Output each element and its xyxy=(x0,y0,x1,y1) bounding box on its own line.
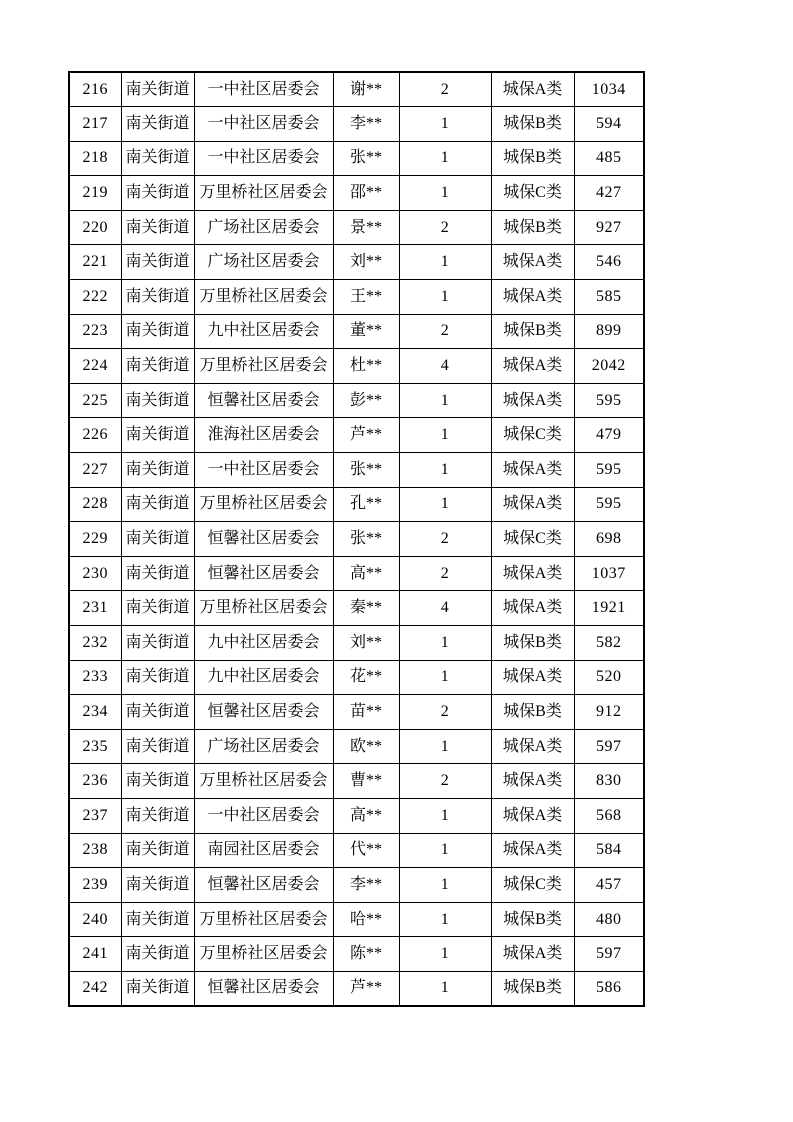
cell-community: 恒馨社区居委会 xyxy=(194,522,333,557)
cell-name: 代** xyxy=(333,833,399,868)
cell-name: 邵** xyxy=(333,176,399,211)
cell-index: 221 xyxy=(69,245,121,280)
cell-community: 一中社区居委会 xyxy=(194,798,333,833)
cell-street: 南关街道 xyxy=(121,626,194,661)
cell-name: 张** xyxy=(333,453,399,488)
cell-amount: 597 xyxy=(574,937,644,972)
cell-index: 238 xyxy=(69,833,121,868)
cell-street: 南关街道 xyxy=(121,868,194,903)
cell-amount: 585 xyxy=(574,280,644,315)
cell-street: 南关街道 xyxy=(121,280,194,315)
cell-community: 广场社区居委会 xyxy=(194,729,333,764)
cell-amount: 912 xyxy=(574,695,644,730)
table-row xyxy=(69,833,644,868)
cell-street: 南关街道 xyxy=(121,314,194,349)
cell-name: 花** xyxy=(333,660,399,695)
cell-amount: 899 xyxy=(574,314,644,349)
cell-street: 南关街道 xyxy=(121,418,194,453)
cell-amount: 927 xyxy=(574,210,644,245)
cell-community: 万里桥社区居委会 xyxy=(194,937,333,972)
cell-count: 1 xyxy=(399,107,491,142)
cell-count: 1 xyxy=(399,868,491,903)
cell-count: 1 xyxy=(399,245,491,280)
cell-category: 城保A类 xyxy=(491,798,574,833)
cell-street: 南关街道 xyxy=(121,107,194,142)
table-row xyxy=(69,210,644,245)
cell-index: 224 xyxy=(69,349,121,384)
cell-community: 九中社区居委会 xyxy=(194,660,333,695)
cell-street: 南关街道 xyxy=(121,176,194,211)
cell-category: 城保A类 xyxy=(491,591,574,626)
cell-index: 239 xyxy=(69,868,121,903)
cell-count: 2 xyxy=(399,522,491,557)
cell-count: 1 xyxy=(399,626,491,661)
cell-street: 南关街道 xyxy=(121,487,194,522)
table-row xyxy=(69,383,644,418)
cell-count: 2 xyxy=(399,210,491,245)
cell-index: 220 xyxy=(69,210,121,245)
cell-community: 南园社区居委会 xyxy=(194,833,333,868)
cell-amount: 1921 xyxy=(574,591,644,626)
table-row xyxy=(69,764,644,799)
cell-community: 万里桥社区居委会 xyxy=(194,764,333,799)
cell-amount: 1034 xyxy=(574,72,644,107)
cell-amount: 568 xyxy=(574,798,644,833)
cell-category: 城保B类 xyxy=(491,107,574,142)
cell-street: 南关街道 xyxy=(121,556,194,591)
cell-amount: 830 xyxy=(574,764,644,799)
cell-category: 城保A类 xyxy=(491,937,574,972)
cell-count: 1 xyxy=(399,418,491,453)
cell-index: 225 xyxy=(69,383,121,418)
cell-community: 恒馨社区居委会 xyxy=(194,556,333,591)
cell-category: 城保A类 xyxy=(491,383,574,418)
cell-index: 216 xyxy=(69,72,121,107)
cell-category: 城保A类 xyxy=(491,764,574,799)
cell-amount: 595 xyxy=(574,383,644,418)
cell-name: 高** xyxy=(333,798,399,833)
cell-index: 234 xyxy=(69,695,121,730)
cell-amount: 480 xyxy=(574,902,644,937)
table-row xyxy=(69,141,644,176)
cell-community: 恒馨社区居委会 xyxy=(194,695,333,730)
cell-count: 4 xyxy=(399,349,491,384)
cell-category: 城保A类 xyxy=(491,487,574,522)
cell-index: 223 xyxy=(69,314,121,349)
table-row xyxy=(69,314,644,349)
cell-count: 1 xyxy=(399,660,491,695)
cell-count: 4 xyxy=(399,591,491,626)
cell-count: 2 xyxy=(399,72,491,107)
cell-street: 南关街道 xyxy=(121,141,194,176)
cell-street: 南关街道 xyxy=(121,453,194,488)
cell-community: 恒馨社区居委会 xyxy=(194,868,333,903)
cell-index: 222 xyxy=(69,280,121,315)
cell-community: 广场社区居委会 xyxy=(194,210,333,245)
table-row xyxy=(69,176,644,211)
cell-street: 南关街道 xyxy=(121,902,194,937)
cell-name: 秦** xyxy=(333,591,399,626)
cell-street: 南关街道 xyxy=(121,971,194,1006)
table-row xyxy=(69,556,644,591)
cell-community: 一中社区居委会 xyxy=(194,141,333,176)
cell-name: 孔** xyxy=(333,487,399,522)
cell-index: 237 xyxy=(69,798,121,833)
table-row xyxy=(69,902,644,937)
cell-amount: 2042 xyxy=(574,349,644,384)
cell-count: 2 xyxy=(399,695,491,730)
cell-name: 哈** xyxy=(333,902,399,937)
cell-count: 1 xyxy=(399,280,491,315)
table-row xyxy=(69,868,644,903)
cell-amount: 698 xyxy=(574,522,644,557)
cell-category: 城保B类 xyxy=(491,971,574,1006)
cell-name: 王** xyxy=(333,280,399,315)
cell-category: 城保A类 xyxy=(491,729,574,764)
cell-category: 城保A类 xyxy=(491,72,574,107)
table-row xyxy=(69,107,644,142)
cell-category: 城保A类 xyxy=(491,660,574,695)
cell-count: 1 xyxy=(399,902,491,937)
table-row xyxy=(69,453,644,488)
cell-community: 一中社区居委会 xyxy=(194,453,333,488)
table-row xyxy=(69,591,644,626)
cell-amount: 582 xyxy=(574,626,644,661)
cell-count: 1 xyxy=(399,453,491,488)
cell-street: 南关街道 xyxy=(121,729,194,764)
cell-community: 万里桥社区居委会 xyxy=(194,487,333,522)
cell-category: 城保B类 xyxy=(491,626,574,661)
cell-name: 芦** xyxy=(333,418,399,453)
cell-name: 谢** xyxy=(333,72,399,107)
cell-category: 城保C类 xyxy=(491,868,574,903)
cell-count: 1 xyxy=(399,176,491,211)
cell-category: 城保A类 xyxy=(491,245,574,280)
cell-community: 万里桥社区居委会 xyxy=(194,591,333,626)
cell-category: 城保A类 xyxy=(491,453,574,488)
cell-street: 南关街道 xyxy=(121,72,194,107)
cell-index: 242 xyxy=(69,971,121,1006)
table-row xyxy=(69,729,644,764)
cell-amount: 427 xyxy=(574,176,644,211)
cell-amount: 479 xyxy=(574,418,644,453)
cell-count: 1 xyxy=(399,141,491,176)
cell-category: 城保C类 xyxy=(491,522,574,557)
cell-amount: 485 xyxy=(574,141,644,176)
cell-category: 城保A类 xyxy=(491,349,574,384)
table-row xyxy=(69,522,644,557)
cell-category: 城保A类 xyxy=(491,280,574,315)
cell-count: 1 xyxy=(399,729,491,764)
cell-index: 231 xyxy=(69,591,121,626)
cell-index: 227 xyxy=(69,453,121,488)
cell-community: 万里桥社区居委会 xyxy=(194,280,333,315)
cell-street: 南关街道 xyxy=(121,245,194,280)
cell-street: 南关街道 xyxy=(121,349,194,384)
cell-community: 一中社区居委会 xyxy=(194,72,333,107)
cell-community: 万里桥社区居委会 xyxy=(194,349,333,384)
cell-category: 城保B类 xyxy=(491,314,574,349)
cell-count: 1 xyxy=(399,383,491,418)
cell-street: 南关街道 xyxy=(121,798,194,833)
table-row xyxy=(69,971,644,1006)
cell-index: 233 xyxy=(69,660,121,695)
cell-name: 苗** xyxy=(333,695,399,730)
cell-name: 张** xyxy=(333,522,399,557)
roster-table xyxy=(68,71,645,1007)
cell-amount: 594 xyxy=(574,107,644,142)
table-row xyxy=(69,798,644,833)
cell-amount: 457 xyxy=(574,868,644,903)
cell-name: 李** xyxy=(333,868,399,903)
cell-count: 2 xyxy=(399,556,491,591)
cell-name: 欧** xyxy=(333,729,399,764)
cell-amount: 586 xyxy=(574,971,644,1006)
cell-index: 240 xyxy=(69,902,121,937)
cell-category: 城保A类 xyxy=(491,833,574,868)
cell-community: 万里桥社区居委会 xyxy=(194,902,333,937)
cell-street: 南关街道 xyxy=(121,210,194,245)
cell-category: 城保B类 xyxy=(491,695,574,730)
cell-index: 228 xyxy=(69,487,121,522)
cell-count: 2 xyxy=(399,314,491,349)
cell-community: 恒馨社区居委会 xyxy=(194,383,333,418)
table-row xyxy=(69,349,644,384)
cell-street: 南关街道 xyxy=(121,764,194,799)
cell-community: 万里桥社区居委会 xyxy=(194,176,333,211)
table-row xyxy=(69,695,644,730)
table-row xyxy=(69,72,644,107)
cell-count: 1 xyxy=(399,937,491,972)
cell-index: 235 xyxy=(69,729,121,764)
cell-name: 陈** xyxy=(333,937,399,972)
table-row xyxy=(69,245,644,280)
cell-name: 景** xyxy=(333,210,399,245)
cell-street: 南关街道 xyxy=(121,833,194,868)
cell-street: 南关街道 xyxy=(121,522,194,557)
cell-count: 1 xyxy=(399,487,491,522)
table-row xyxy=(69,487,644,522)
cell-community: 九中社区居委会 xyxy=(194,314,333,349)
cell-community: 一中社区居委会 xyxy=(194,107,333,142)
cell-street: 南关街道 xyxy=(121,660,194,695)
cell-category: 城保B类 xyxy=(491,902,574,937)
cell-category: 城保A类 xyxy=(491,556,574,591)
cell-index: 241 xyxy=(69,937,121,972)
cell-street: 南关街道 xyxy=(121,383,194,418)
cell-amount: 1037 xyxy=(574,556,644,591)
cell-index: 229 xyxy=(69,522,121,557)
cell-index: 226 xyxy=(69,418,121,453)
cell-count: 2 xyxy=(399,764,491,799)
table-row xyxy=(69,626,644,661)
cell-name: 芦** xyxy=(333,971,399,1006)
cell-amount: 546 xyxy=(574,245,644,280)
cell-count: 1 xyxy=(399,971,491,1006)
cell-index: 219 xyxy=(69,176,121,211)
cell-street: 南关街道 xyxy=(121,695,194,730)
cell-name: 高** xyxy=(333,556,399,591)
cell-amount: 595 xyxy=(574,487,644,522)
cell-name: 董** xyxy=(333,314,399,349)
cell-amount: 520 xyxy=(574,660,644,695)
cell-count: 1 xyxy=(399,798,491,833)
table-row xyxy=(69,937,644,972)
cell-community: 淮海社区居委会 xyxy=(194,418,333,453)
cell-name: 张** xyxy=(333,141,399,176)
cell-name: 曹** xyxy=(333,764,399,799)
table-row xyxy=(69,418,644,453)
cell-street: 南关街道 xyxy=(121,937,194,972)
cell-amount: 595 xyxy=(574,453,644,488)
cell-community: 恒馨社区居委会 xyxy=(194,971,333,1006)
cell-name: 李** xyxy=(333,107,399,142)
cell-count: 1 xyxy=(399,833,491,868)
table-row xyxy=(69,280,644,315)
cell-category: 城保C类 xyxy=(491,418,574,453)
cell-index: 236 xyxy=(69,764,121,799)
cell-name: 彭** xyxy=(333,383,399,418)
table-row xyxy=(69,660,644,695)
cell-community: 九中社区居委会 xyxy=(194,626,333,661)
cell-index: 232 xyxy=(69,626,121,661)
cell-index: 230 xyxy=(69,556,121,591)
cell-category: 城保C类 xyxy=(491,176,574,211)
cell-index: 217 xyxy=(69,107,121,142)
cell-category: 城保B类 xyxy=(491,141,574,176)
cell-category: 城保B类 xyxy=(491,210,574,245)
cell-community: 广场社区居委会 xyxy=(194,245,333,280)
cell-amount: 584 xyxy=(574,833,644,868)
cell-index: 218 xyxy=(69,141,121,176)
cell-amount: 597 xyxy=(574,729,644,764)
cell-street: 南关街道 xyxy=(121,591,194,626)
cell-name: 刘** xyxy=(333,245,399,280)
cell-name: 刘** xyxy=(333,626,399,661)
cell-name: 杜** xyxy=(333,349,399,384)
